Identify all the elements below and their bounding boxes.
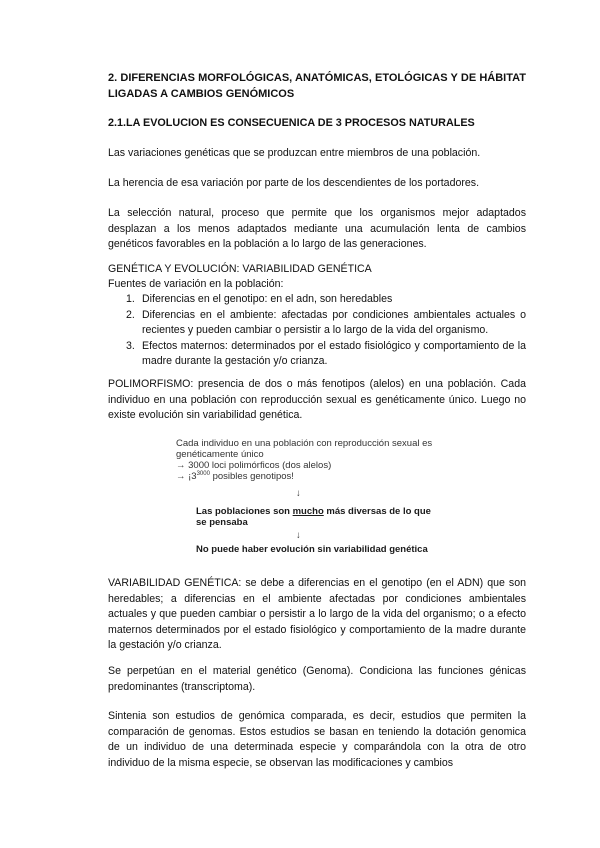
paragraph-variations: Las variaciones genéticas que se produzcan entre miembros de una población. xyxy=(108,147,481,159)
paragraph-inheritance: La herencia de esa variación por parte de los descendientes de los portadores. xyxy=(108,177,480,189)
sources-list xyxy=(108,292,526,370)
list-item: 1. Diferencias en el genotipo: en el adn, son heredables xyxy=(126,293,393,305)
figure-line: → ¡$3^{3000}$ posibles genotipos! xyxy=(176,471,294,483)
sources-intro: Fuentes de variación en la población: xyxy=(108,278,284,290)
down-arrow-icon: ↓ xyxy=(296,488,301,499)
figure-bold-line: Las poblaciones son mucho más diversas de lo que xyxy=(196,506,431,517)
figure-line: genéticamente único xyxy=(176,449,264,460)
paragraph-selection: La selección natural, proceso que permite que los organismos mejor adaptados desplazan a los menos adaptados mediante una acumulación lenta de cambios genéticos favorables en la población a lo largo de las generaciones. xyxy=(108,207,526,250)
main-heading: 2. DIFERENCIAS MORFOLÓGICAS, ANATÓMICAS, ETOLÓGICAS Y DE HÁBITAT LIGADAS A CAMBIOS GENÓMICOS xyxy=(108,72,526,100)
figure-line: → 3000 loci polimórficos (dos alelos) xyxy=(176,460,332,471)
figure-bold-line: No puede haber evolución sin variabilidad genética xyxy=(196,544,428,555)
figure-bold-line: se pensaba xyxy=(196,517,248,528)
paragraph-variabilidad: VARIABILIDAD GENÉTICA: se debe a diferencias en el genotipo (en el ADN) que son heredables; a diferencias en el ambiente afectadas por condiciones ambientales actuales y que pueden cambiar o persistir a lo largo de la vida del organismo; o a efecto maternos determinados por el estado fisiológico y comportamiento de la madre durante la gestación y/o crianza. xyxy=(108,577,526,651)
variability-figure xyxy=(176,438,438,560)
section-title: GENÉTICA Y EVOLUCIÓN: VARIABILIDAD GENÉTICA xyxy=(108,263,372,275)
paragraph-polimorfismo: POLIMORFISMO: presencia de dos o más fenotipos (alelos) en una población. Cada individuo en una población con reproducción sexual es genéticamente único. Luego no existe evolución sin variabilidad genética. xyxy=(108,378,526,421)
paragraph-sintenia: Sintenia son estudios de genómica comparada, es decir, estudios que permiten la comparación de genomas. Estos estudios se basan en teniendo la dotación genomica de un individuo de una determinada especie y comparándola con la otra de otro individuo de la misma especie, se observan las modificaciones y cambios xyxy=(108,710,526,769)
paragraph-perpetuan: Se perpetúan en el material genético (Genoma). Condiciona las funciones génicas predominantes (transcriptoma). xyxy=(108,665,526,693)
sub-heading: 2.1.LA EVOLUCION ES CONSECUENICA DE 3 PROCESOS NATURALES xyxy=(108,117,475,129)
list-item: 2. Diferencias en el ambiente: afectadas por condiciones ambientales actuales o recientes y pueden cambiar o persistir a lo largo de la vida del organismo. xyxy=(126,308,526,336)
figure-line: Cada individuo en una población con reproducción sexual es xyxy=(176,438,433,449)
list-item: 3. Efectos maternos: determinados por el estado fisiológico y comportamiento de la madre durante la gestación y/o crianza. xyxy=(126,339,526,367)
down-arrow-icon: ↓ xyxy=(296,530,301,541)
